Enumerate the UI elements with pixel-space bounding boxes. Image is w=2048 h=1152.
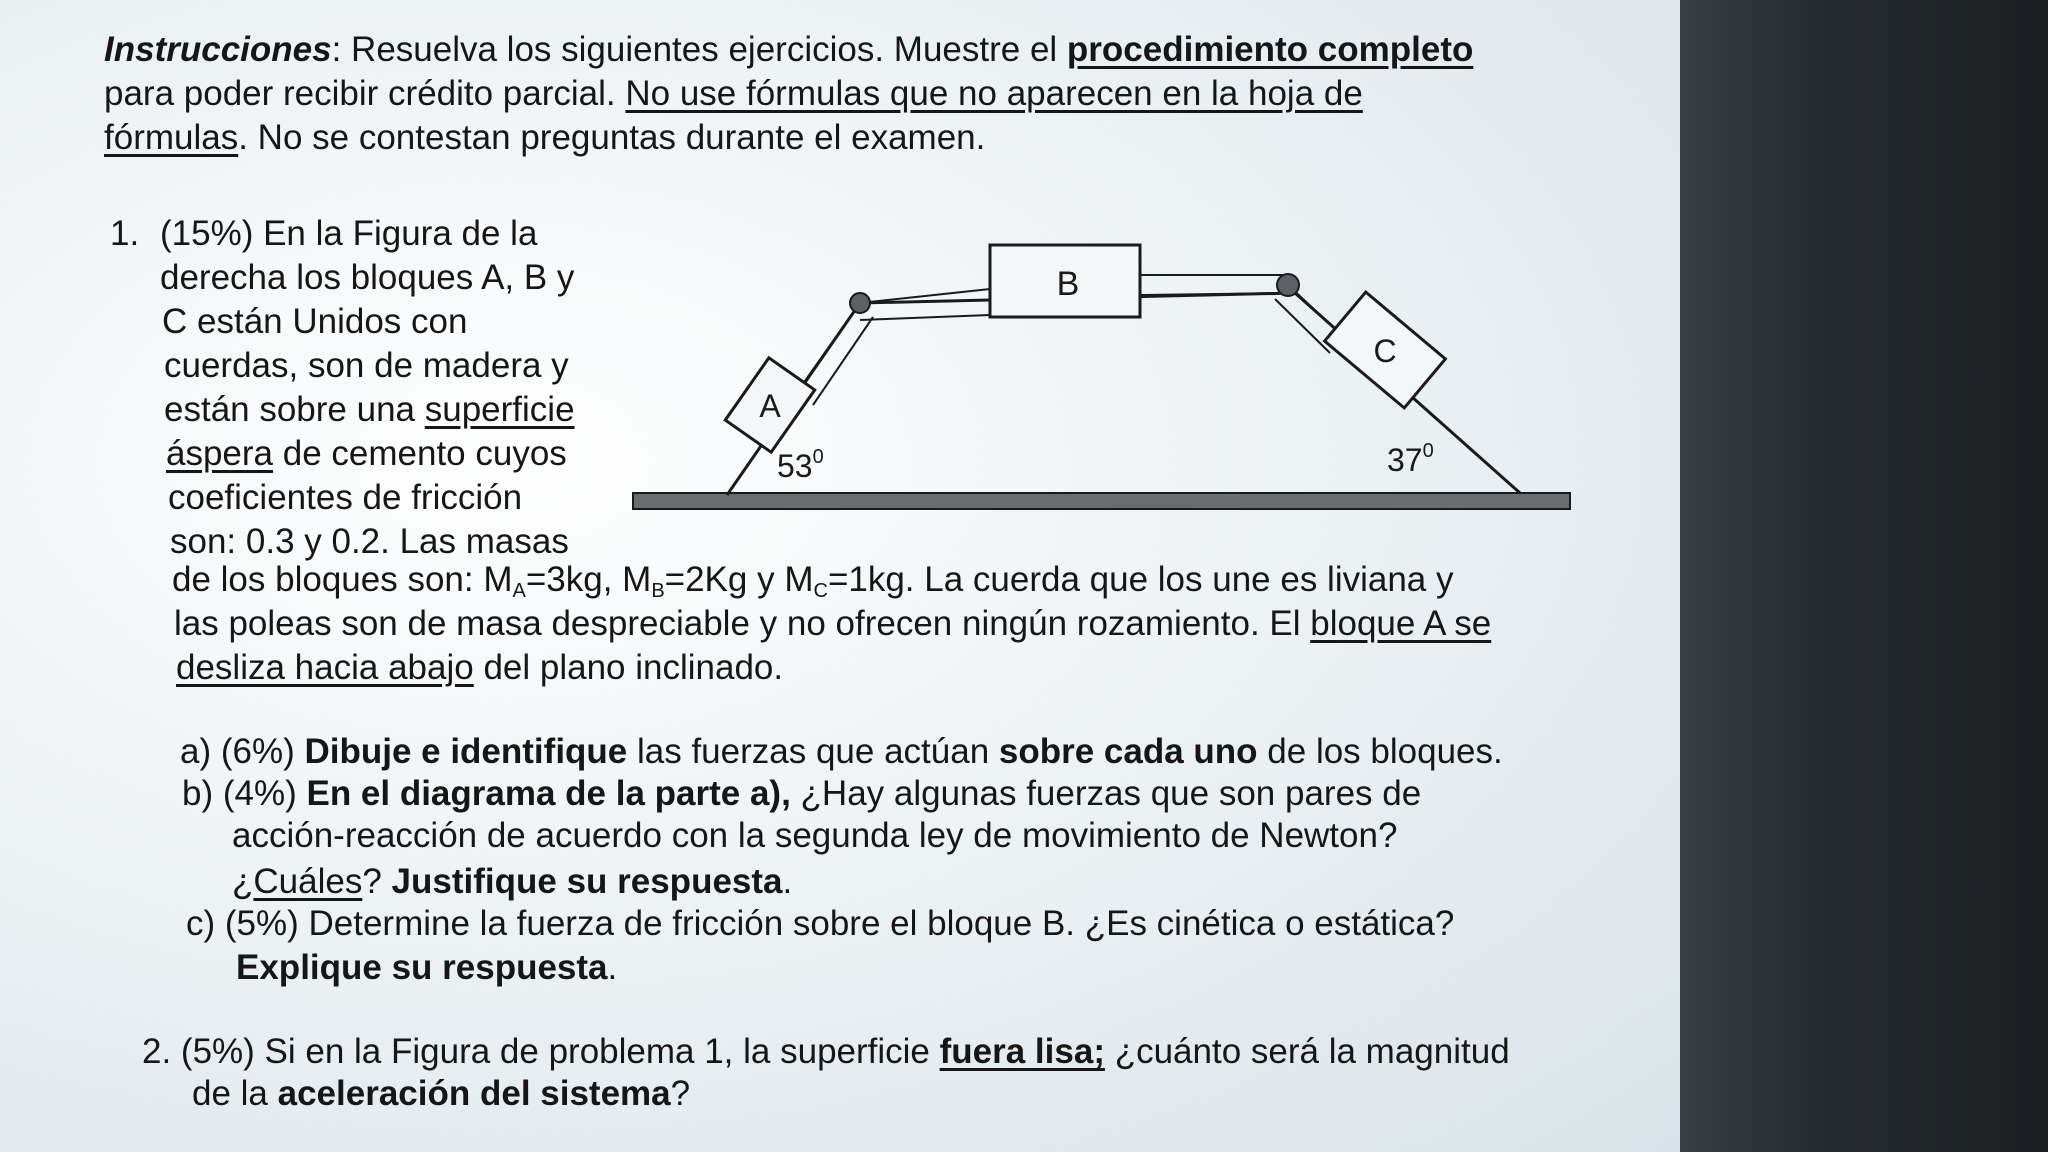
- instructions-line-1: Instrucciones: Resuelva los siguientes ejercicios. Muestre el procedimiento completo: [104, 30, 1474, 69]
- q1-line-5: están sobre una superficie: [164, 390, 575, 429]
- part-c-line-2: Explique su respuesta.: [236, 948, 618, 987]
- q1-line-9: de los bloques son: $M_A=3kg$, $M_B=2Kg$ y $M_C=1kg$. La cuerda que los une es liviana y: [172, 560, 1454, 602]
- q1-line-2: derecha los bloques A, B y: [160, 258, 575, 297]
- block-c-label: C: [1373, 333, 1397, 369]
- rope-right-incline-2: [1275, 299, 1330, 353]
- inclined-planes-figure: [615, 225, 1585, 525]
- q2-line-1: 2. (5%) Si en la Figura de problema 1, la superficie fuera lisa; ¿cuánto será la magnitud: [142, 1032, 1510, 1071]
- block-b-label: B: [1056, 265, 1080, 303]
- part-c-line-1: c) (5%) Determine la fuerza de fricción sobre el bloque B. ¿Es cinética o estática?: [186, 904, 1455, 943]
- q1-number: 1.: [110, 214, 140, 253]
- part-b-line-1: b) (4%) En el diagrama de la parte a), ¿Hay algunas fuerzas que son pares de: [182, 774, 1422, 813]
- block-c: [1325, 292, 1446, 408]
- monitor-bezel: [1660, 0, 2048, 1152]
- q1-line-10: las poleas son de masa despreciable y no ofrecen ningún rozamiento. El bloque A se: [174, 604, 1492, 643]
- q1-line-6: áspera de cemento cuyos: [166, 434, 567, 473]
- q2-line-2: de la aceleración del sistema?: [192, 1074, 691, 1113]
- q1-line-1: (15%) En la Figura de la: [160, 214, 538, 253]
- q1-line-7: coeficientes de fricción: [168, 478, 523, 517]
- instructions-line-3: fórmulas. No se contestan preguntas durante el examen.: [104, 118, 986, 157]
- instructions-line-2: para poder recibir crédito parcial. No use fórmulas que no aparecen en la hoja de: [104, 74, 1363, 113]
- q1-line-4: cuerdas, son de madera y: [164, 346, 569, 385]
- part-b-line-3: ¿Cuáles? Justifique su respuesta.: [232, 862, 793, 901]
- part-a: a) (6%) Dibuje e identifique las fuerzas que actúan sobre cada uno de los bloques.: [180, 732, 1503, 771]
- ground-surface: [633, 493, 1570, 509]
- rope-a-b-lower: [860, 315, 990, 320]
- part-b-line-2: acción-reacción de acuerdo con la segunda ley de movimiento de Newton?: [232, 816, 1398, 855]
- angle-left-label: $53^0$: [777, 446, 824, 484]
- q1-line-11: desliza hacia abajo del plano inclinado.: [176, 648, 784, 687]
- block-a: [725, 358, 814, 452]
- q1-line-3: C están Unidos con: [162, 302, 468, 341]
- rope-left-incline-2: [813, 317, 873, 405]
- procedimiento-completo-emphasis: procedimiento completo: [1066, 30, 1474, 69]
- left-pulley-icon: [850, 293, 870, 313]
- angle-right-label: $37^0$: [1387, 440, 1434, 478]
- right-pulley-icon: [1277, 274, 1299, 296]
- q1-line-8: son: 0.3 y 0.2. Las masas: [170, 522, 569, 561]
- block-a-label: A: [759, 388, 781, 424]
